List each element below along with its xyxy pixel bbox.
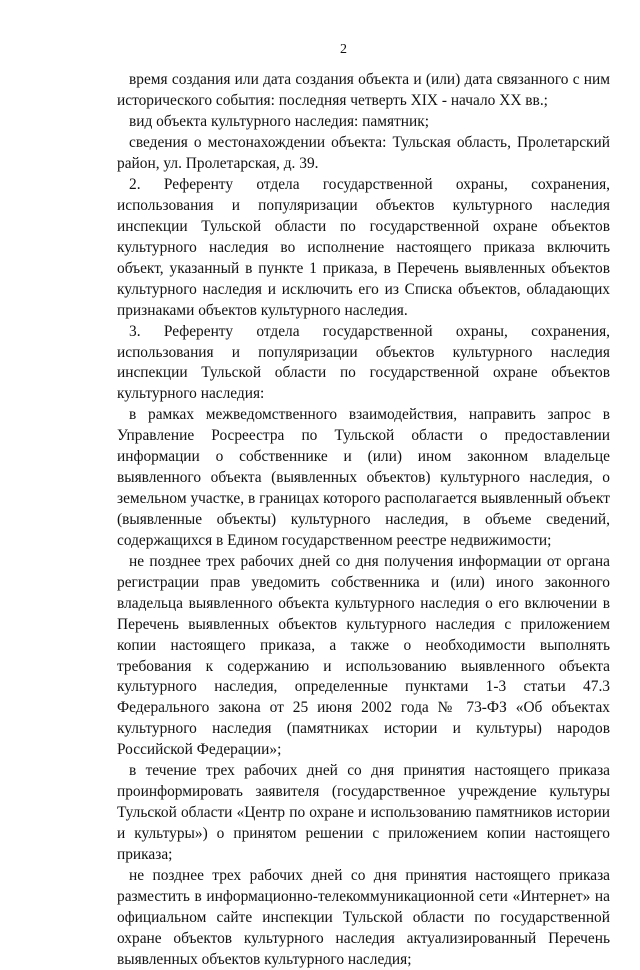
paragraph-location: сведения о местонахождении объекта: Тульская область, Пролетарский район, ул. Пролетарская, д. 39.	[117, 134, 610, 172]
paragraph-item-3: 3. Референту отдела государственной охраны, сохранения, использования и популяризации объектов культурного наследия инспекции Тульской области по государственной охране объектов культурного наследия:	[117, 322, 610, 403]
paragraph-owner-notification: не позднее трех рабочих дней со дня получения информации от органа регистрации прав уведомить собственника и (или) иного законного владельца выявленного объекта культурного наследия о его включении в Перечень выявленных объектов культурного наследия с приложением копии настоящего приказа, а также о необходимости выполнять требования к содержанию и использованию выявленного объекта культурного наследия, определенные пунктами 1-3 статьи 47.3 Федерального закона от 25 июня 2002 года № 73-ФЗ «Об объектах культурного наследия (памятниках истории и культуры) народов Российской Федерации»;	[117, 552, 610, 759]
paragraph-creation-date: время создания или дата создания объекта и (или) дата связанного с ним исторического события: последняя четверть XIX - начало XX вв.;	[117, 71, 610, 109]
paragraph-item-2: 2. Референту отдела государственной охраны, сохранения, использования и популяризации объектов культурного наследия инспекции Тульской области по государственной охране объектов культурного наследия во исполнение настоящего приказа включить объект, указанный в пункте 1 приказа, в Перечень выявленных объектов культурного наследия и исключить его из Списка объектов, обладающих признаками объектов культурного наследия.	[117, 176, 610, 319]
paragraph-applicant-notification: в течение трех рабочих дней со дня принятия настоящего приказа проинформировать заявителя (государственное учреждение культуры Тульской области «Центр по охране и использованию памятников истории и культуры») о принятом решении с приложением копии настоящего приказа;	[117, 762, 610, 863]
paragraph-internet-publication: не позднее трех рабочих дней со дня принятия настоящего приказа разместить в информационно-телекоммуникационной сети «Интернет» на официальном сайте инспекции Тульской области по государственной охране объектов культурного наследия актуализированный Перечень выявленных объектов культурного наследия;	[117, 866, 610, 968]
paragraph-object-type: вид объекта культурного наследия: памятник;	[129, 113, 430, 130]
paragraph-rosreestr-request: в рамках межведомственного взаимодействия, направить запрос в Управление Росреестра по Тульской области о предоставлении информации о собственнике и (или) ином законном владельце выявленного объекта (выявленных объектов) культурного наследия, о земельном участке, в границах которого располагается выявленный объект (выявленные объекты) культурного наследия, в объеме сведений, содержащихся в Едином государственном реестре недвижимости;	[117, 406, 610, 549]
page-number: 2	[340, 42, 347, 57]
